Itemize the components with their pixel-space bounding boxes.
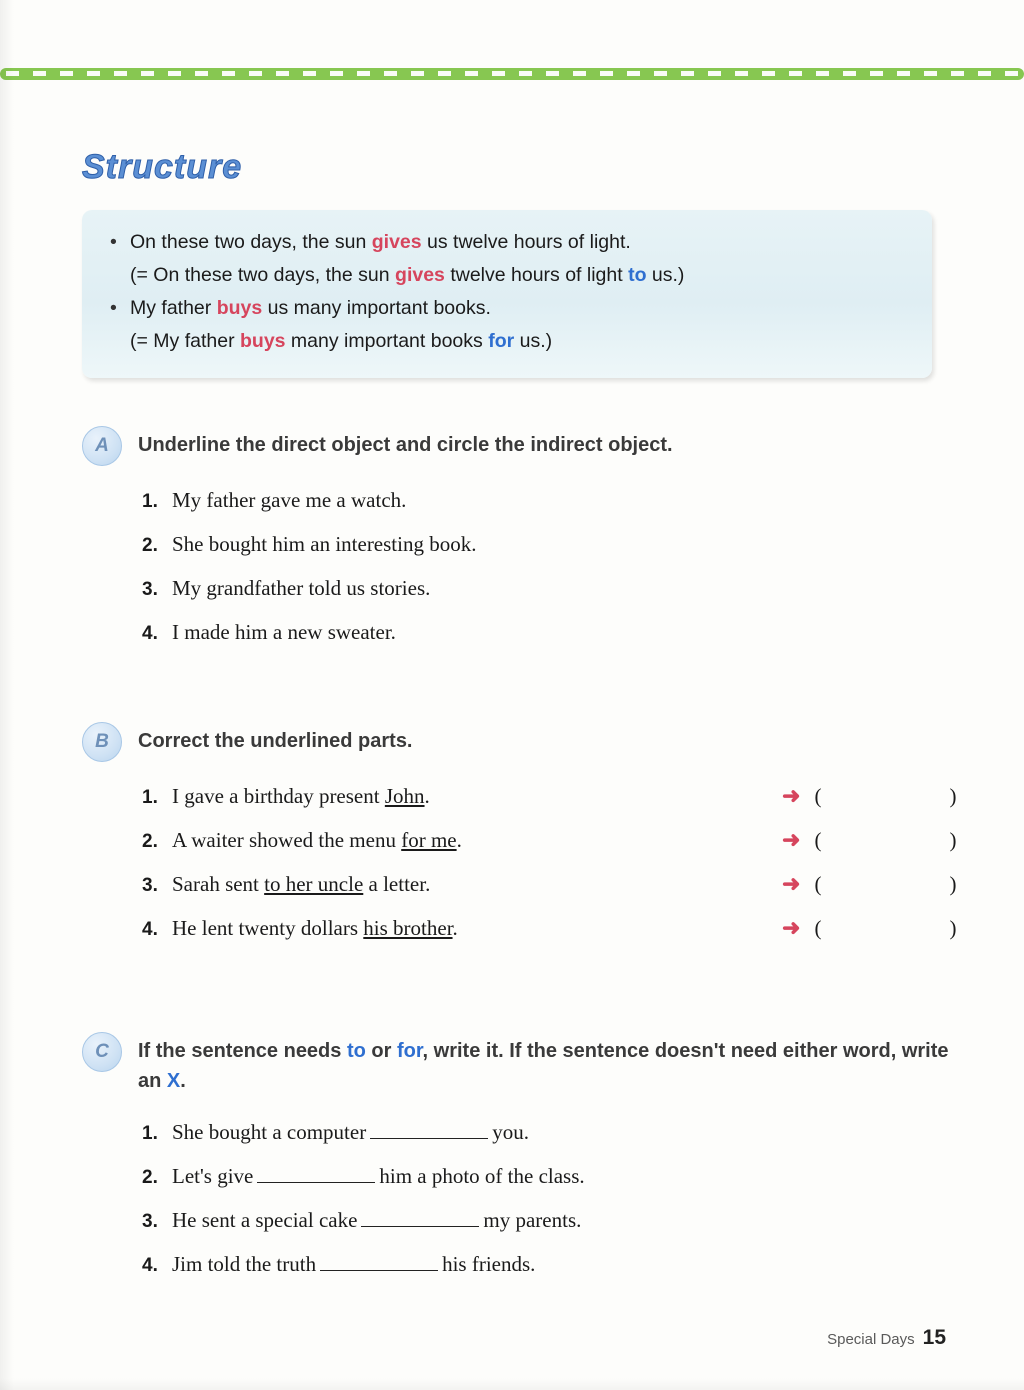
- arrow-right-icon: ➜: [782, 915, 801, 940]
- text-run: .: [452, 916, 458, 940]
- example-lines: [108, 226, 906, 358]
- answer-blank[interactable]: [361, 1208, 479, 1227]
- page-title: Structure: [82, 148, 243, 186]
- exercise-item: [142, 566, 952, 610]
- structure-example-box: [82, 210, 932, 378]
- exercise-item: [142, 774, 957, 818]
- item-number: 4.: [142, 1255, 158, 1276]
- text-run: twelve hours of light: [444, 264, 629, 286]
- paren-open: (: [814, 784, 822, 808]
- underlined-part: to her uncle: [264, 872, 364, 896]
- item-number: 4.: [142, 919, 158, 940]
- exercise-header: [82, 430, 952, 464]
- answer-blank[interactable]: [320, 1252, 438, 1271]
- text-run: Let's give: [172, 1164, 254, 1188]
- item-number: 2.: [142, 535, 158, 556]
- text-run: us.): [514, 330, 553, 352]
- exercise-instruction: Underline the direct object and circle the indirect object.: [138, 434, 673, 456]
- page-number: 15: [922, 1326, 946, 1349]
- exercise-header: [82, 726, 952, 760]
- text-run: (= My father: [130, 330, 240, 352]
- highlight-preposition: X: [166, 1070, 181, 1092]
- answer-parenthesis[interactable]: [782, 774, 956, 818]
- highlight-preposition: for: [488, 330, 515, 352]
- paren-open: (: [814, 872, 822, 896]
- item-number: 1.: [142, 491, 158, 512]
- text-run: , write it. If the sentence doesn't need either word, write an: [138, 1040, 949, 1092]
- underlined-part: for me: [401, 828, 457, 852]
- paren-close: ): [949, 916, 957, 940]
- text-run: .: [424, 784, 430, 808]
- text-run: or: [365, 1040, 397, 1062]
- item-number: 2.: [142, 1167, 158, 1188]
- text-run: My father: [130, 297, 217, 319]
- text-run: My grandfather told us stories.: [172, 576, 431, 600]
- example-line: [108, 292, 906, 325]
- text-run: My father gave me a watch.: [172, 488, 407, 512]
- text-run: .: [180, 1070, 186, 1092]
- exercise-c: [82, 1036, 952, 1286]
- exercise-item: [142, 1198, 952, 1242]
- exercise-items: [142, 1110, 952, 1286]
- underlined-part: his brother: [363, 916, 453, 940]
- item-number: 1.: [142, 787, 158, 808]
- exercise-b: [82, 726, 957, 950]
- highlight-verb: gives: [395, 264, 445, 286]
- exercise-items: [142, 478, 952, 654]
- exercise-letter-badge: A: [82, 426, 122, 466]
- text-run: I gave a birthday present: [172, 784, 385, 808]
- exercise-items: [142, 774, 957, 950]
- item-number: 2.: [142, 831, 158, 852]
- highlight-verb: gives: [371, 231, 422, 253]
- item-number: 3.: [142, 1211, 158, 1232]
- text-run: Jim told the truth: [172, 1252, 317, 1276]
- exercise-item: [142, 1242, 952, 1286]
- text-run: She bought a computer: [172, 1120, 367, 1144]
- exercise-instruction: [138, 1036, 952, 1096]
- text-run: He lent twenty dollars: [172, 916, 364, 940]
- text-run: On these two days, the sun: [130, 231, 372, 253]
- footer-label: Special Days: [827, 1331, 915, 1348]
- exercise-item: [142, 478, 952, 522]
- text-run: a letter.: [363, 872, 431, 896]
- text-run: us.): [646, 264, 685, 286]
- highlight-preposition: for: [396, 1040, 423, 1062]
- answer-parenthesis[interactable]: [782, 906, 956, 950]
- example-line: [108, 226, 906, 259]
- text-run: Sarah sent: [172, 872, 265, 896]
- text-run: his friends.: [442, 1252, 536, 1276]
- answer-parenthesis[interactable]: [782, 818, 956, 862]
- dashed-overlay: [6, 71, 1018, 76]
- paren-close: ): [949, 784, 957, 808]
- exercise-item: [142, 906, 957, 950]
- answer-blank[interactable]: [370, 1120, 488, 1139]
- page-edge-shadow: [0, 0, 14, 1390]
- paren-open: (: [814, 828, 822, 852]
- exercise-item: [142, 862, 957, 906]
- highlight-verb: buys: [240, 330, 286, 352]
- text-run: She bought him an interesting book.: [172, 532, 477, 556]
- example-line: [108, 325, 906, 358]
- example-line: [108, 259, 906, 292]
- page-bottom-shadow: [0, 1378, 1024, 1390]
- arrow-right-icon: ➜: [782, 783, 801, 808]
- exercise-a: [82, 430, 952, 654]
- exercise-instruction: Correct the underlined parts.: [138, 730, 413, 752]
- answer-parenthesis[interactable]: [782, 862, 956, 906]
- highlight-preposition: to: [628, 264, 647, 286]
- item-number: 1.: [142, 1123, 158, 1144]
- text-run: you.: [492, 1120, 529, 1144]
- top-green-rule: [0, 62, 1024, 88]
- page-footer: [827, 1326, 946, 1350]
- text-run: (= On these two days, the sun: [130, 264, 396, 286]
- paren-close: ): [949, 828, 957, 852]
- highlight-preposition: to: [346, 1040, 366, 1062]
- exercise-header: [82, 1036, 952, 1096]
- text-run: him a photo of the class.: [379, 1164, 585, 1188]
- text-run: .: [456, 828, 462, 852]
- text-run: I made him a new sweater.: [172, 620, 396, 644]
- paren-open: (: [814, 916, 822, 940]
- text-run: my parents.: [483, 1208, 582, 1232]
- arrow-right-icon: ➜: [782, 827, 801, 852]
- exercise-item: [142, 1154, 952, 1198]
- underlined-part: John: [384, 784, 425, 808]
- exercise-letter-badge: C: [82, 1032, 122, 1072]
- arrow-right-icon: ➜: [782, 871, 801, 896]
- exercise-item: [142, 610, 952, 654]
- text-run: He sent a special cake: [172, 1208, 358, 1232]
- text-run: If the sentence needs: [138, 1040, 347, 1062]
- text-run: us twelve hours of light.: [421, 231, 631, 253]
- text-run: us many important books.: [262, 297, 491, 319]
- highlight-verb: buys: [216, 297, 263, 319]
- item-number: 4.: [142, 623, 158, 644]
- exercise-item: [142, 1110, 952, 1154]
- paren-close: ): [949, 872, 957, 896]
- text-run: A waiter showed the menu: [172, 828, 402, 852]
- item-number: 3.: [142, 875, 158, 896]
- exercise-item: [142, 818, 957, 862]
- text-run: many important books: [285, 330, 489, 352]
- item-number: 3.: [142, 579, 158, 600]
- exercise-item: [142, 522, 952, 566]
- exercise-letter-badge: B: [82, 722, 122, 762]
- answer-blank[interactable]: [257, 1164, 375, 1183]
